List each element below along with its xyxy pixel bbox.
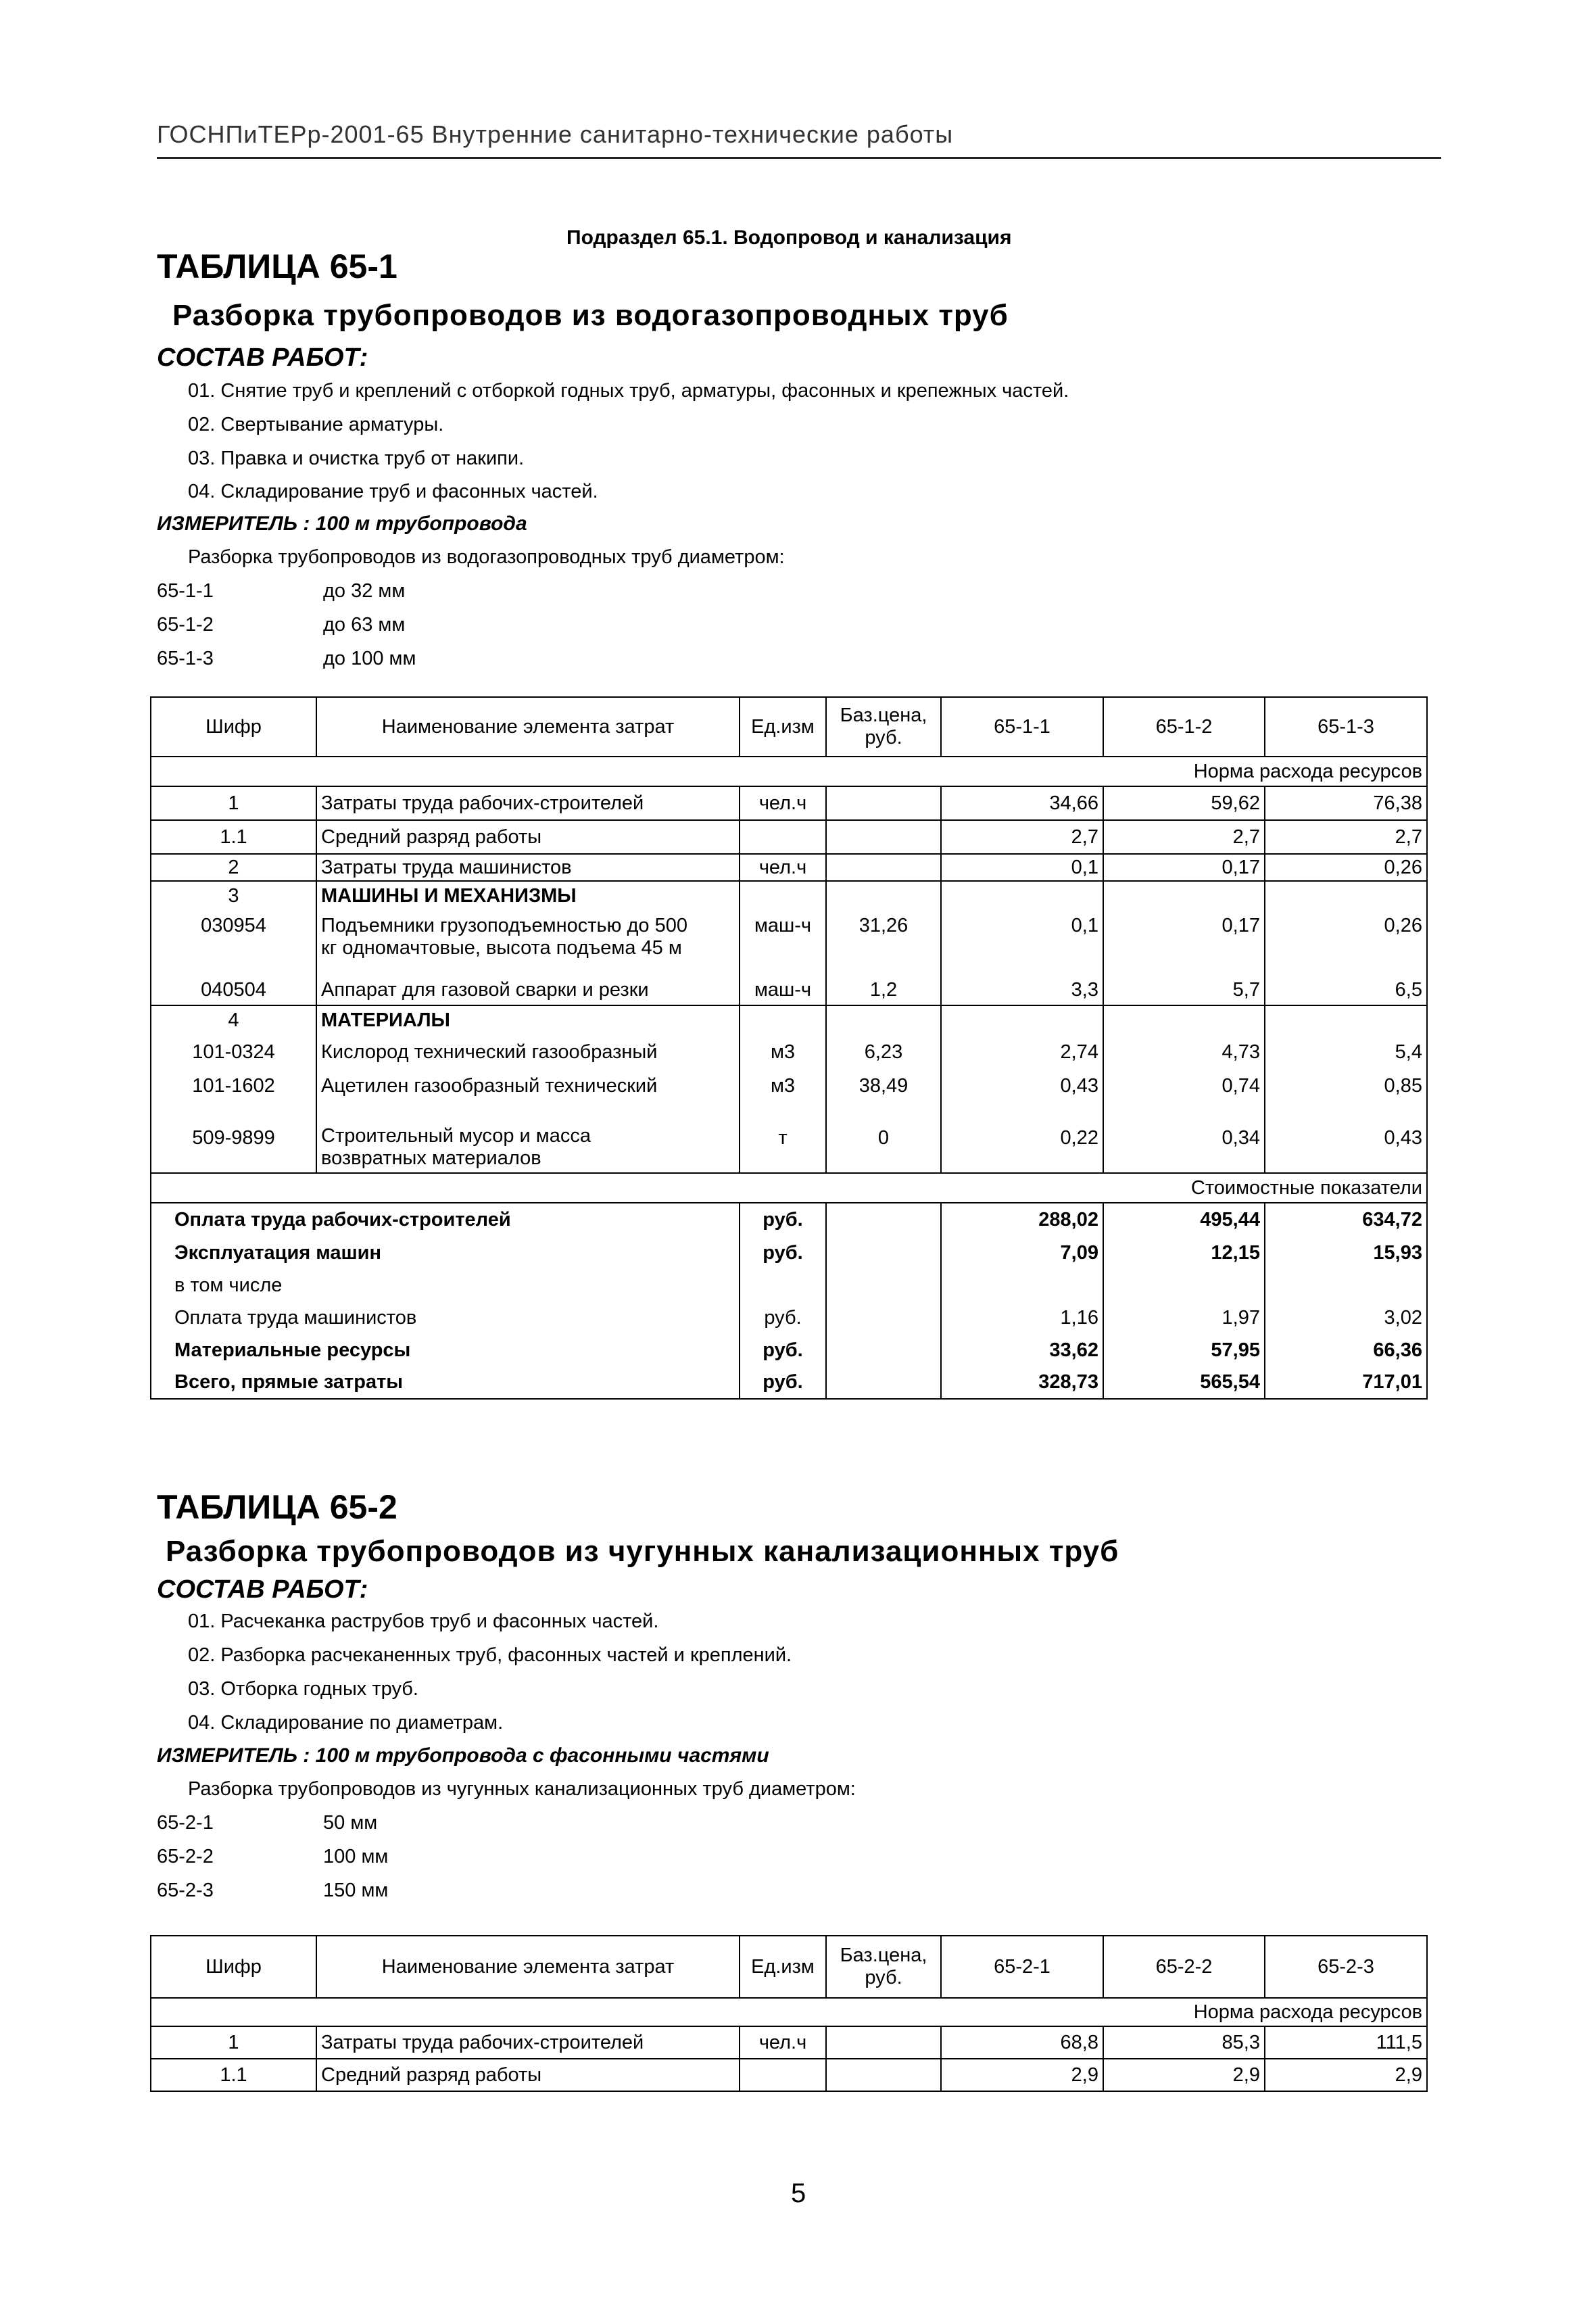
table1-code-3-desc: до 100 мм — [323, 648, 416, 669]
table1-code-2: 65-1-2 — [157, 614, 214, 636]
table2-code-3-desc: 150 мм — [323, 1880, 389, 1901]
row-v1 — [941, 881, 1103, 911]
table2-work-2: 02. Разборка расчеканенных труб, фасонных частей и креплений. — [188, 1644, 792, 1666]
row-v1: 0,43 — [941, 1069, 1103, 1103]
row-price — [826, 820, 941, 854]
row-price — [826, 2059, 941, 2091]
col-price-line1: Баз.цена, — [840, 705, 927, 726]
table-row — [151, 976, 1427, 1005]
table1-cost-label-row — [151, 1173, 1427, 1203]
table1-code-1-desc: до 32 мм — [323, 580, 406, 602]
cost-row — [151, 1334, 1427, 1366]
table1-code-3: 65-1-3 — [157, 648, 214, 669]
col-price — [826, 697, 941, 757]
table-row — [151, 881, 1427, 911]
table-row — [151, 820, 1427, 854]
document-header: ГОСНПиТЕРр-2001-65 Внутренние санитарно-технические работы — [157, 120, 954, 148]
row-name — [316, 1103, 740, 1173]
table2-work-3: 03. Отборка годных труб. — [188, 1678, 418, 1700]
row-name: Затраты труда рабочих-строителей — [316, 786, 740, 820]
row-v3: 6,5 — [1265, 976, 1427, 1005]
row-price: 6,23 — [826, 1035, 941, 1069]
table2-meter: ИЗМЕРИТЕЛЬ : 100 м трубопровода с фасонными частями — [157, 1744, 769, 1767]
row-price: 38,49 — [826, 1069, 941, 1103]
table-row — [151, 1035, 1427, 1069]
row-name: МАТЕРИАЛЫ — [316, 1005, 740, 1035]
cost-v2: 495,44 — [1103, 1203, 1265, 1237]
table-row — [151, 1069, 1427, 1103]
row-unit: маш-ч — [740, 976, 826, 1005]
table2-norm-label-row — [151, 1998, 1427, 2026]
cost-unit: руб. — [740, 1203, 826, 1237]
table1-header-row — [151, 697, 1427, 757]
cost-price — [826, 1269, 941, 1302]
cost-row — [151, 1203, 1427, 1237]
row-code: 040504 — [151, 976, 316, 1005]
col-c1: 65-1-1 — [941, 697, 1103, 757]
cost-price — [826, 1237, 941, 1269]
row-v3: 2,7 — [1265, 820, 1427, 854]
cost-v3 — [1265, 1269, 1427, 1302]
table-row — [151, 911, 1427, 976]
cost-v2: 12,15 — [1103, 1237, 1265, 1269]
col-unit: Ед.изм — [740, 697, 826, 757]
cost-v2: 565,54 — [1103, 1366, 1265, 1399]
row-v3: 76,38 — [1265, 786, 1427, 820]
row-code: 101-1602 — [151, 1069, 316, 1103]
col-price-line1: Баз.цена, — [840, 1944, 927, 1966]
row-unit — [740, 820, 826, 854]
col-name: Наименование элемента затрат — [316, 697, 740, 757]
row-code: 2 — [151, 854, 316, 881]
table2-code-1: 65-2-1 — [157, 1812, 214, 1834]
cost-row — [151, 1302, 1427, 1334]
cost-price — [826, 1366, 941, 1399]
row-price: 1,2 — [826, 976, 941, 1005]
row-code: 4 — [151, 1005, 316, 1035]
cost-name: в том числе — [151, 1269, 740, 1302]
table1-intro: Разборка трубопроводов из водогазопроводных труб диаметром: — [188, 546, 785, 568]
row-v3 — [1265, 1005, 1427, 1035]
cost-label: Стоимостные показатели — [151, 1173, 1427, 1203]
cost-v1 — [941, 1269, 1103, 1302]
col-c1: 65-2-1 — [941, 1936, 1103, 1998]
table1-grid — [150, 696, 1428, 1400]
table-row — [151, 854, 1427, 881]
cost-v3: 3,02 — [1265, 1302, 1427, 1334]
row-v2: 4,73 — [1103, 1035, 1265, 1069]
cost-v3: 717,01 — [1265, 1366, 1427, 1399]
page-number: 5 — [791, 2178, 806, 2208]
table1-code-2-desc: до 63 мм — [323, 614, 406, 636]
row-unit: чел.ч — [740, 2026, 826, 2059]
col-name: Наименование элемента затрат — [316, 1936, 740, 1998]
table-row — [151, 2026, 1427, 2059]
table1-work-1: 01. Снятие труб и креплений с отборкой годных труб, арматуры, фасонных и крепежных частей. — [188, 380, 1069, 402]
cost-row — [151, 1269, 1427, 1302]
table1-work-3: 03. Правка и очистка труб от накипи. — [188, 448, 525, 469]
row-v1: 0,22 — [941, 1103, 1103, 1173]
row-v1: 2,9 — [941, 2059, 1103, 2091]
table1-title: ТАБЛИЦА 65-1 — [157, 247, 397, 285]
row-name-line1: Подъемники грузоподъемностью до 500 — [321, 915, 687, 936]
row-v3: 0,26 — [1265, 854, 1427, 881]
col-cipher: Шифр — [151, 697, 316, 757]
header-rule — [157, 157, 1441, 159]
cost-v1: 1,16 — [941, 1302, 1103, 1334]
cost-price — [826, 1302, 941, 1334]
cost-row — [151, 1366, 1427, 1399]
cost-unit: руб. — [740, 1366, 826, 1399]
row-v1: 2,74 — [941, 1035, 1103, 1069]
row-v1: 3,3 — [941, 976, 1103, 1005]
col-c3: 65-2-3 — [1265, 1936, 1427, 1998]
cost-v3: 634,72 — [1265, 1203, 1427, 1237]
table1-work-4: 04. Складирование труб и фасонных частей. — [188, 481, 598, 502]
row-v2 — [1103, 881, 1265, 911]
row-unit: м3 — [740, 1035, 826, 1069]
col-price — [826, 1936, 941, 1998]
table1-code-1: 65-1-1 — [157, 580, 214, 602]
cost-name: Оплата труда машинистов — [151, 1302, 740, 1334]
cost-price — [826, 1334, 941, 1366]
row-v1 — [941, 1005, 1103, 1035]
row-price: 31,26 — [826, 911, 941, 976]
row-price — [826, 786, 941, 820]
row-v3: 2,9 — [1265, 2059, 1427, 2091]
row-v1: 0,1 — [941, 911, 1103, 976]
row-name: МАШИНЫ И МЕХАНИЗМЫ — [316, 881, 740, 911]
table2-intro: Разборка трубопроводов из чугунных канализационных труб диаметром: — [188, 1778, 856, 1800]
row-name — [316, 911, 740, 976]
cost-unit: руб. — [740, 1302, 826, 1334]
cost-v1: 33,62 — [941, 1334, 1103, 1366]
row-v1: 2,7 — [941, 820, 1103, 854]
row-v3: 0,85 — [1265, 1069, 1427, 1103]
row-v2: 2,7 — [1103, 820, 1265, 854]
cost-v2 — [1103, 1269, 1265, 1302]
row-unit — [740, 881, 826, 911]
row-v2: 0,17 — [1103, 854, 1265, 881]
cost-v1: 328,73 — [941, 1366, 1103, 1399]
cost-v1: 7,09 — [941, 1237, 1103, 1269]
row-unit: маш-ч — [740, 911, 826, 976]
row-unit: м3 — [740, 1069, 826, 1103]
table2-grid — [150, 1935, 1428, 2092]
row-v2 — [1103, 1005, 1265, 1035]
row-name: Затраты труда рабочих-строителей — [316, 2026, 740, 2059]
row-price: 0 — [826, 1103, 941, 1173]
row-code: 1 — [151, 786, 316, 820]
table-row — [151, 1005, 1427, 1035]
table1-heading: Разборка трубопроводов из водогазопроводных труб — [172, 299, 1009, 332]
row-name: Средний разряд работы — [316, 2059, 740, 2091]
subsection-title: Подраздел 65.1. Водопровод и канализация — [566, 226, 1012, 249]
col-price-line2: руб. — [865, 727, 902, 748]
cost-unit — [740, 1269, 826, 1302]
row-code: 3 — [151, 881, 316, 911]
row-code: 1.1 — [151, 2059, 316, 2091]
table2-code-2: 65-2-2 — [157, 1846, 214, 1867]
row-code: 509-9899 — [151, 1103, 316, 1173]
table-row — [151, 786, 1427, 820]
row-v2: 0,34 — [1103, 1103, 1265, 1173]
norm-label: Норма расхода ресурсов — [151, 757, 1427, 786]
row-name-line2: кг одномачтовые, высота подъема 45 м — [321, 937, 682, 959]
row-v3 — [1265, 881, 1427, 911]
cost-name: Эксплуатация машин — [151, 1237, 740, 1269]
col-price-line2: руб. — [865, 1967, 902, 1988]
row-v2: 0,74 — [1103, 1069, 1265, 1103]
row-price — [826, 1005, 941, 1035]
row-unit: чел.ч — [740, 786, 826, 820]
cost-unit: руб. — [740, 1237, 826, 1269]
cost-v2: 57,95 — [1103, 1334, 1265, 1366]
row-v1: 34,66 — [941, 786, 1103, 820]
row-unit: т — [740, 1103, 826, 1173]
row-unit — [740, 1005, 826, 1035]
table1-sostav: СОСТАВ РАБОТ: — [157, 343, 368, 372]
row-unit: чел.ч — [740, 854, 826, 881]
row-name-line1: Строительный мусор и масса — [321, 1125, 591, 1147]
cost-price — [826, 1203, 941, 1237]
table-row — [151, 2059, 1427, 2091]
row-v2: 5,7 — [1103, 976, 1265, 1005]
row-v3: 0,43 — [1265, 1103, 1427, 1173]
row-price — [826, 881, 941, 911]
table2-sostav: СОСТАВ РАБОТ: — [157, 1575, 368, 1604]
row-name: Кислород технический газообразный — [316, 1035, 740, 1069]
table2-work-1: 01. Расчеканка раструбов труб и фасонных частей. — [188, 1610, 659, 1632]
table1-work-2: 02. Свертывание арматуры. — [188, 414, 444, 435]
row-name-line2: возвратных материалов — [321, 1147, 541, 1169]
cost-v1: 288,02 — [941, 1203, 1103, 1237]
table2-title: ТАБЛИЦА 65-2 — [157, 1488, 397, 1526]
col-c3: 65-1-3 — [1265, 697, 1427, 757]
col-unit: Ед.изм — [740, 1936, 826, 1998]
row-price — [826, 854, 941, 881]
row-unit — [740, 2059, 826, 2091]
row-name: Средний разряд работы — [316, 820, 740, 854]
row-code: 030954 — [151, 911, 316, 976]
cost-unit: руб. — [740, 1334, 826, 1366]
table1-norm-label-row — [151, 757, 1427, 786]
row-price — [826, 2026, 941, 2059]
row-v2: 0,17 — [1103, 911, 1265, 976]
cost-v3: 66,36 — [1265, 1334, 1427, 1366]
col-c2: 65-1-2 — [1103, 697, 1265, 757]
row-v2: 2,9 — [1103, 2059, 1265, 2091]
table-row — [151, 1103, 1427, 1173]
row-code: 101-0324 — [151, 1035, 316, 1069]
row-v3: 5,4 — [1265, 1035, 1427, 1069]
row-name: Ацетилен газообразный технический — [316, 1069, 740, 1103]
col-c2: 65-2-2 — [1103, 1936, 1265, 1998]
table2-code-3: 65-2-3 — [157, 1880, 214, 1901]
cost-name: Материальные ресурсы — [151, 1334, 740, 1366]
cost-v2: 1,97 — [1103, 1302, 1265, 1334]
row-v3: 111,5 — [1265, 2026, 1427, 2059]
row-code: 1 — [151, 2026, 316, 2059]
table2-code-1-desc: 50 мм — [323, 1812, 378, 1834]
table2-heading: Разборка трубопроводов из чугунных канализационных труб — [166, 1535, 1119, 1568]
row-v2: 59,62 — [1103, 786, 1265, 820]
cost-name: Всего, прямые затраты — [151, 1366, 740, 1399]
table2-header-row — [151, 1936, 1427, 1998]
col-cipher: Шифр — [151, 1936, 316, 1998]
row-v1: 68,8 — [941, 2026, 1103, 2059]
norm-label: Норма расхода ресурсов — [151, 1998, 1427, 2026]
row-v2: 85,3 — [1103, 2026, 1265, 2059]
row-name: Затраты труда машинистов — [316, 854, 740, 881]
row-v1: 0,1 — [941, 854, 1103, 881]
row-name: Аппарат для газовой сварки и резки — [316, 976, 740, 1005]
row-code: 1.1 — [151, 820, 316, 854]
table2-code-2-desc: 100 мм — [323, 1846, 389, 1867]
row-v3: 0,26 — [1265, 911, 1427, 976]
table1-meter: ИЗМЕРИТЕЛЬ : 100 м трубопровода — [157, 512, 527, 535]
table2-work-4: 04. Складирование по диаметрам. — [188, 1712, 504, 1734]
cost-v3: 15,93 — [1265, 1237, 1427, 1269]
cost-row — [151, 1237, 1427, 1269]
cost-name: Оплата труда рабочих-строителей — [151, 1203, 740, 1237]
